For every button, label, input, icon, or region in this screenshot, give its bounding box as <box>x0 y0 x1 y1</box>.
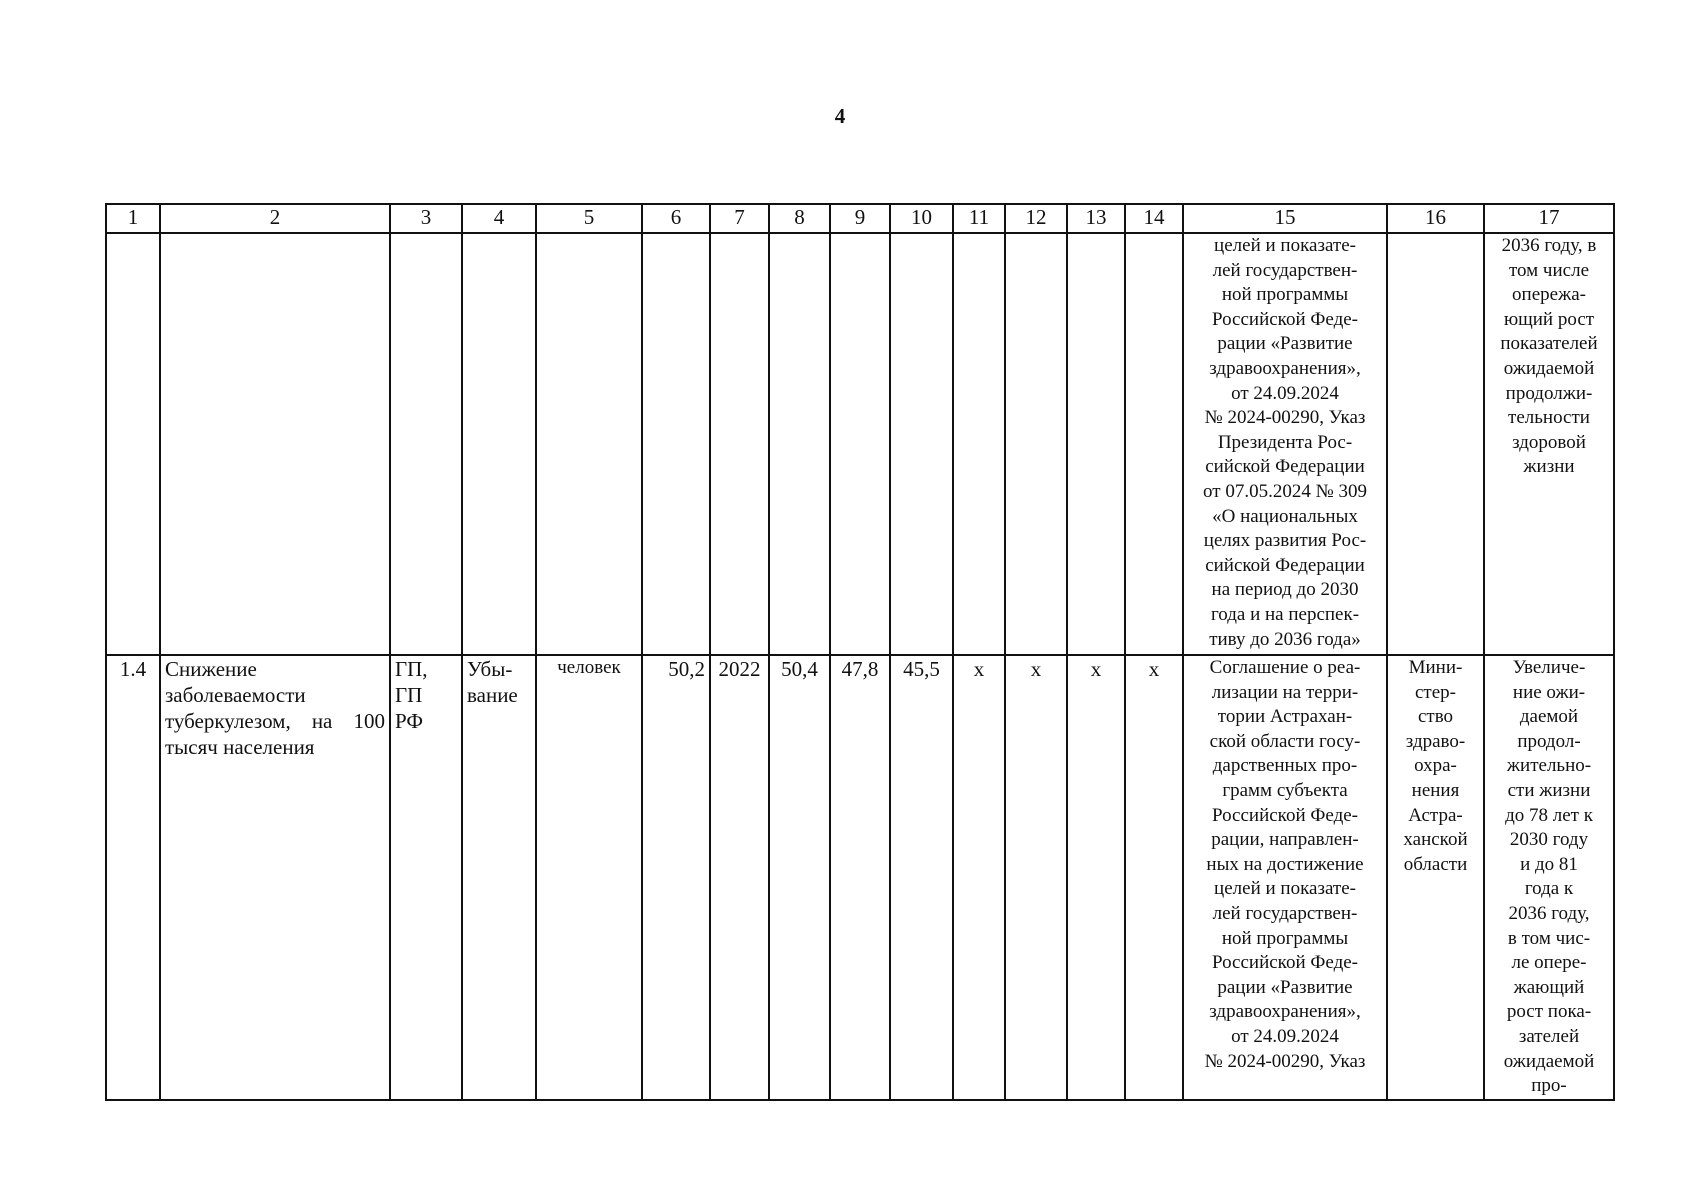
cell-empty <box>390 233 462 655</box>
cell-empty <box>1005 233 1067 655</box>
indicators-table <box>105 203 1615 1101</box>
cell-empty <box>462 233 536 655</box>
header-col-13: 13 <box>1067 204 1125 233</box>
header-col-1: 1 <box>106 204 160 233</box>
cell-empty <box>642 233 710 655</box>
cell-base-value: 50,2 <box>642 655 710 1100</box>
cell-document-continued: целей и показате- лей государствен- ной программы Российской Феде- рации «Развитие здравоохранения», от 24.09.2024 № 2024-00290, Указ Президента Рос- сийской Федерации от 07.05.2024 № 309 «О национальных целях развития Рос- сийской Федерации на период до 2030 года и на перспек- тиву до 2036 года» <box>1183 233 1387 655</box>
cell-empty <box>1067 233 1125 655</box>
header-col-14: 14 <box>1125 204 1183 233</box>
header-col-6: 6 <box>642 204 710 233</box>
cell-trend: Убы- вание <box>462 655 536 1100</box>
cell-value-col12: х <box>1005 655 1067 1100</box>
cell-value-col14: х <box>1125 655 1183 1100</box>
header-col-4: 4 <box>462 204 536 233</box>
cell-value-col11: х <box>953 655 1005 1100</box>
header-col-12: 12 <box>1005 204 1067 233</box>
cell-empty <box>106 233 160 655</box>
cell-empty <box>536 233 642 655</box>
cell-base-year: 2022 <box>710 655 769 1100</box>
table-row-1-4 <box>106 655 1614 1100</box>
cell-empty <box>769 233 830 655</box>
cell-goal-continued: 2036 году, в том числе опережа- ющий рост показателей ожидаемой продолжи- тельности здоровой жизни <box>1484 233 1614 655</box>
table-row-continued <box>106 233 1614 655</box>
header-col-9: 9 <box>830 204 890 233</box>
cell-empty <box>890 233 953 655</box>
cell-document: Соглашение о реа- лизации на терри- тории Астрахан- ской области госу- дарственных про- грамм субъекта Российской Феде- рации, направлен- ных на достижение целей и показате- лей государствен- ной программы Российской Феде- рации «Развитие здравоохранения», от 24.09.2024 № 2024-00290, Указ <box>1183 655 1387 1100</box>
cell-empty <box>1125 233 1183 655</box>
cell-empty <box>953 233 1005 655</box>
cell-empty <box>710 233 769 655</box>
page-number: 4 <box>834 104 846 128</box>
cell-row-number: 1.4 <box>106 655 160 1100</box>
header-col-7: 7 <box>710 204 769 233</box>
header-col-2: 2 <box>160 204 390 233</box>
header-col-17: 17 <box>1484 204 1614 233</box>
cell-value-col9: 47,8 <box>830 655 890 1100</box>
header-col-5: 5 <box>536 204 642 233</box>
header-col-16: 16 <box>1387 204 1484 233</box>
header-col-8: 8 <box>769 204 830 233</box>
cell-responsible: Мини- стер- ство здраво- охра- нения Астра- ханской области <box>1387 655 1484 1100</box>
cell-value-col10: 45,5 <box>890 655 953 1100</box>
header-col-10: 10 <box>890 204 953 233</box>
cell-unit: человек <box>536 655 642 1100</box>
header-col-3: 3 <box>390 204 462 233</box>
cell-level: ГП, ГП РФ <box>390 655 462 1100</box>
header-col-15: 15 <box>1183 204 1387 233</box>
cell-indicator-name: Снижение заболеваемости туберкулезом, на 100 тысяч населения <box>160 655 390 1100</box>
cell-empty <box>160 233 390 655</box>
header-row <box>106 204 1614 233</box>
header-col-11: 11 <box>953 204 1005 233</box>
cell-goal: Увеличе- ние ожи- даемой продол- жительно- сти жизни до 78 лет к 2030 году и до 81 года к 2036 году, в том чис- ле опере- жающий рост пока- зателей ожидаемой про- <box>1484 655 1614 1100</box>
cell-empty <box>830 233 890 655</box>
cell-value-col8: 50,4 <box>769 655 830 1100</box>
cell-value-col13: х <box>1067 655 1125 1100</box>
cell-empty <box>1387 233 1484 655</box>
